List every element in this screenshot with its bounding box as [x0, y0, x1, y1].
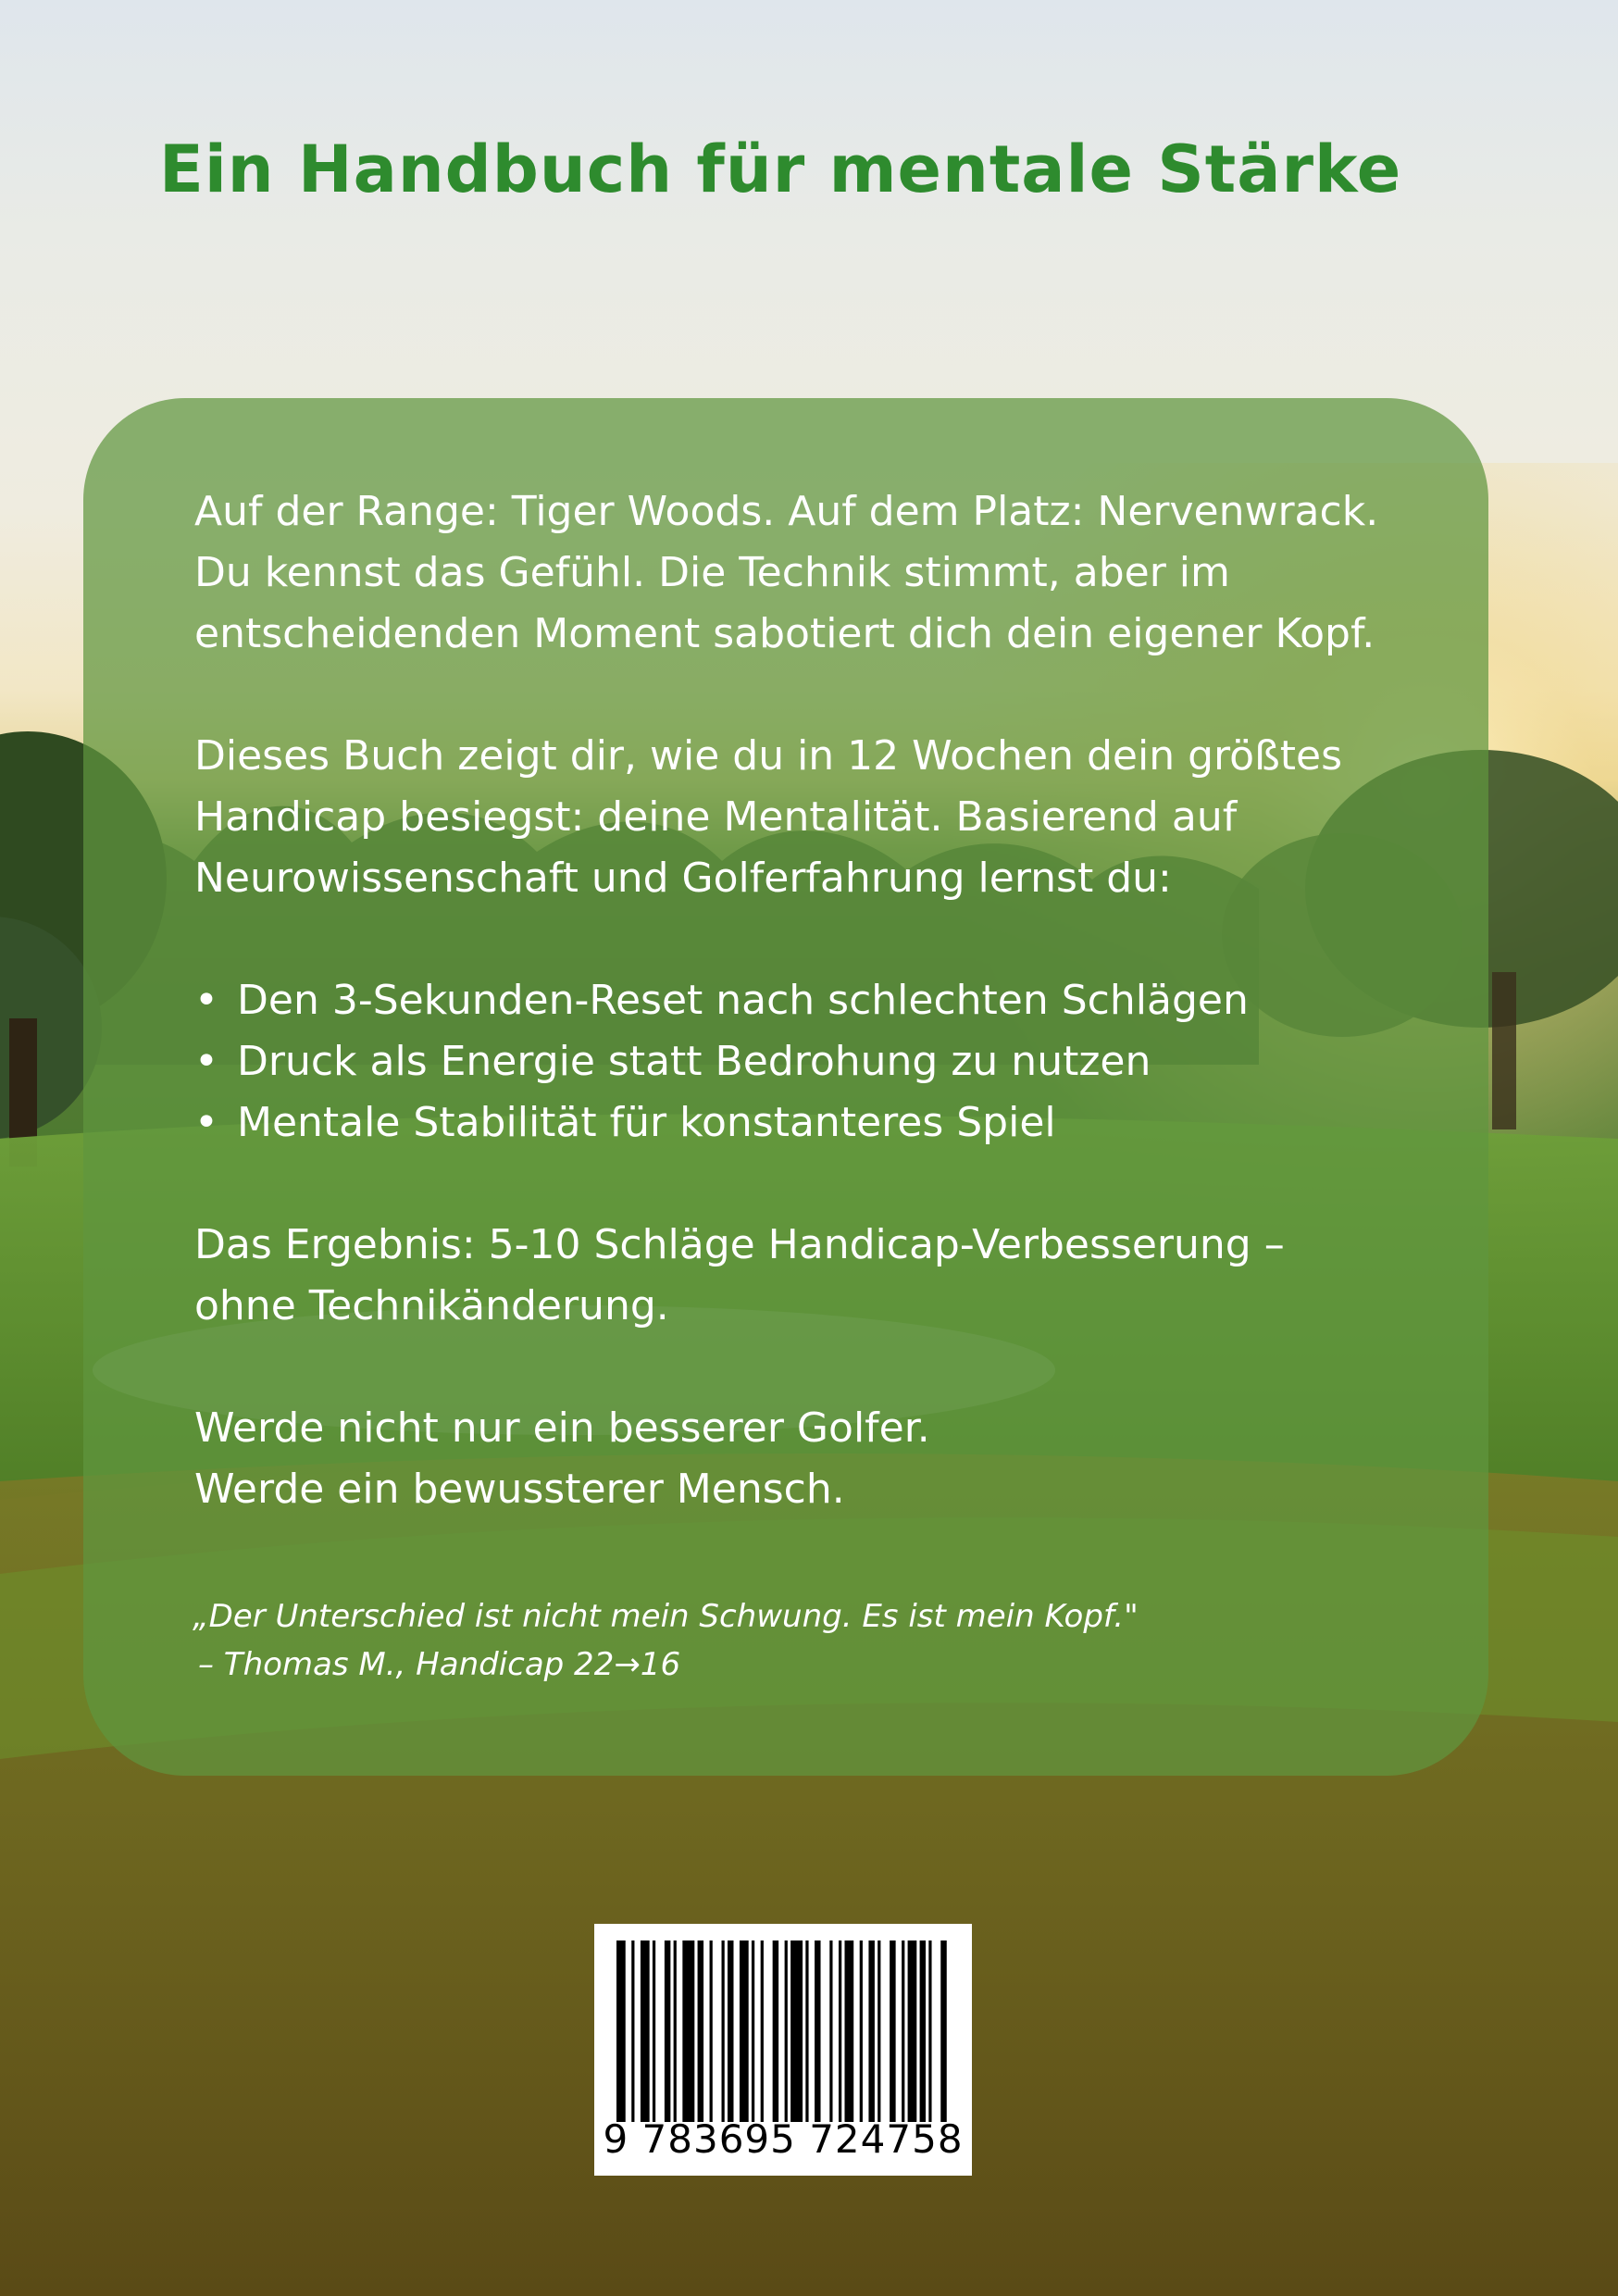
barcode-bar — [902, 1940, 904, 2122]
barcode-bar — [698, 1940, 703, 2122]
barcode-bar — [665, 1940, 670, 2122]
list-item — [194, 1092, 1453, 1154]
barcode-bar — [940, 1940, 946, 2122]
barcode-bar — [928, 1940, 931, 2122]
barcode-bar — [844, 1940, 853, 2122]
barcode-bar — [728, 1940, 733, 2122]
barcode-bar — [908, 1940, 917, 2122]
closing-line: Werde ein bewussterer Mensch. — [194, 1466, 845, 1513]
list-item-text: Druck als Energie statt Bedrohung zu nutzen — [237, 1038, 1151, 1085]
barcode-bar — [860, 1940, 863, 2122]
isbn-barcode — [594, 1924, 972, 2176]
body-line: Handicap besiegst: deine Mentalität. Basierend auf — [194, 793, 1238, 841]
list-item-text: Mentale Stabilität für konstanteres Spiel — [237, 1099, 1056, 1146]
barcode-bar — [740, 1940, 749, 2122]
result-line: Das Ergebnis: 5-10 Schläge Handicap-Verbesserung – — [194, 1221, 1285, 1268]
intro-line: Du kennst das Gefühl. Die Technik stimmt, aber im — [194, 549, 1230, 596]
barcode-bar — [877, 1940, 880, 2122]
benefit-list — [194, 970, 1453, 1154]
barcode-bar — [868, 1940, 874, 2122]
barcode-bar — [682, 1940, 694, 2122]
barcode-bar — [722, 1940, 725, 2122]
barcode-bar — [653, 1940, 655, 2122]
description-text — [194, 481, 1453, 1520]
list-item — [194, 1031, 1453, 1092]
testimonial-quote — [193, 1592, 1139, 1689]
body-line: Dieses Buch zeigt dir, wie du in 12 Wochen dein größtes — [194, 732, 1343, 780]
isbn-number: 9 783695 724758 — [603, 2116, 964, 2162]
cover-heading: Ein Handbuch für mentale Stärke — [159, 131, 1402, 207]
closing-line: Werde nicht nur ein besserer Golfer. — [194, 1404, 930, 1452]
barcode-bar — [761, 1940, 764, 2122]
list-item — [194, 970, 1453, 1031]
body-line: Neurowissenschaft und Golferfahrung lernst du: — [194, 855, 1172, 902]
barcode-bar — [920, 1940, 926, 2122]
intro-line: entscheidenden Moment sabotiert dich dein eigener Kopf. — [194, 610, 1375, 657]
barcode-bar — [829, 1940, 832, 2122]
bullet-icon: • — [194, 1099, 218, 1146]
barcode-bar — [752, 1940, 754, 2122]
intro-paragraph — [194, 481, 1453, 665]
list-item-text: Den 3-Sekunden-Reset nach schlechten Schlägen — [237, 977, 1249, 1024]
barcode-bar — [790, 1940, 803, 2122]
barcode-bar — [839, 1940, 841, 2122]
result-line: ohne Technikänderung. — [194, 1282, 669, 1329]
body-paragraph — [194, 726, 1453, 909]
barcode-bar — [674, 1940, 677, 2122]
barcode-bar — [773, 1940, 778, 2122]
bullet-icon: • — [194, 1038, 218, 1085]
quote-text: „Der Unterschied ist nicht mein Schwung. Es ist mein Kopf." — [193, 1598, 1139, 1635]
bullet-icon: • — [194, 977, 218, 1024]
barcode-bar — [805, 1940, 808, 2122]
barcode-bar — [631, 1940, 634, 2122]
barcode-bars — [616, 1940, 950, 2122]
barcode-bar — [890, 1940, 895, 2122]
result-paragraph — [194, 1215, 1453, 1337]
barcode-bar — [710, 1940, 713, 2122]
intro-line: Auf der Range: Tiger Woods. Auf dem Platz: Nervenwrack. — [194, 488, 1379, 535]
closing-paragraph — [194, 1398, 1453, 1520]
barcode-bar — [815, 1940, 820, 2122]
barcode-bar — [616, 1940, 626, 2122]
quote-attribution: – Thomas M., Handicap 22→16 — [198, 1646, 681, 1683]
barcode-bar — [641, 1940, 650, 2122]
barcode-bar — [785, 1940, 788, 2122]
